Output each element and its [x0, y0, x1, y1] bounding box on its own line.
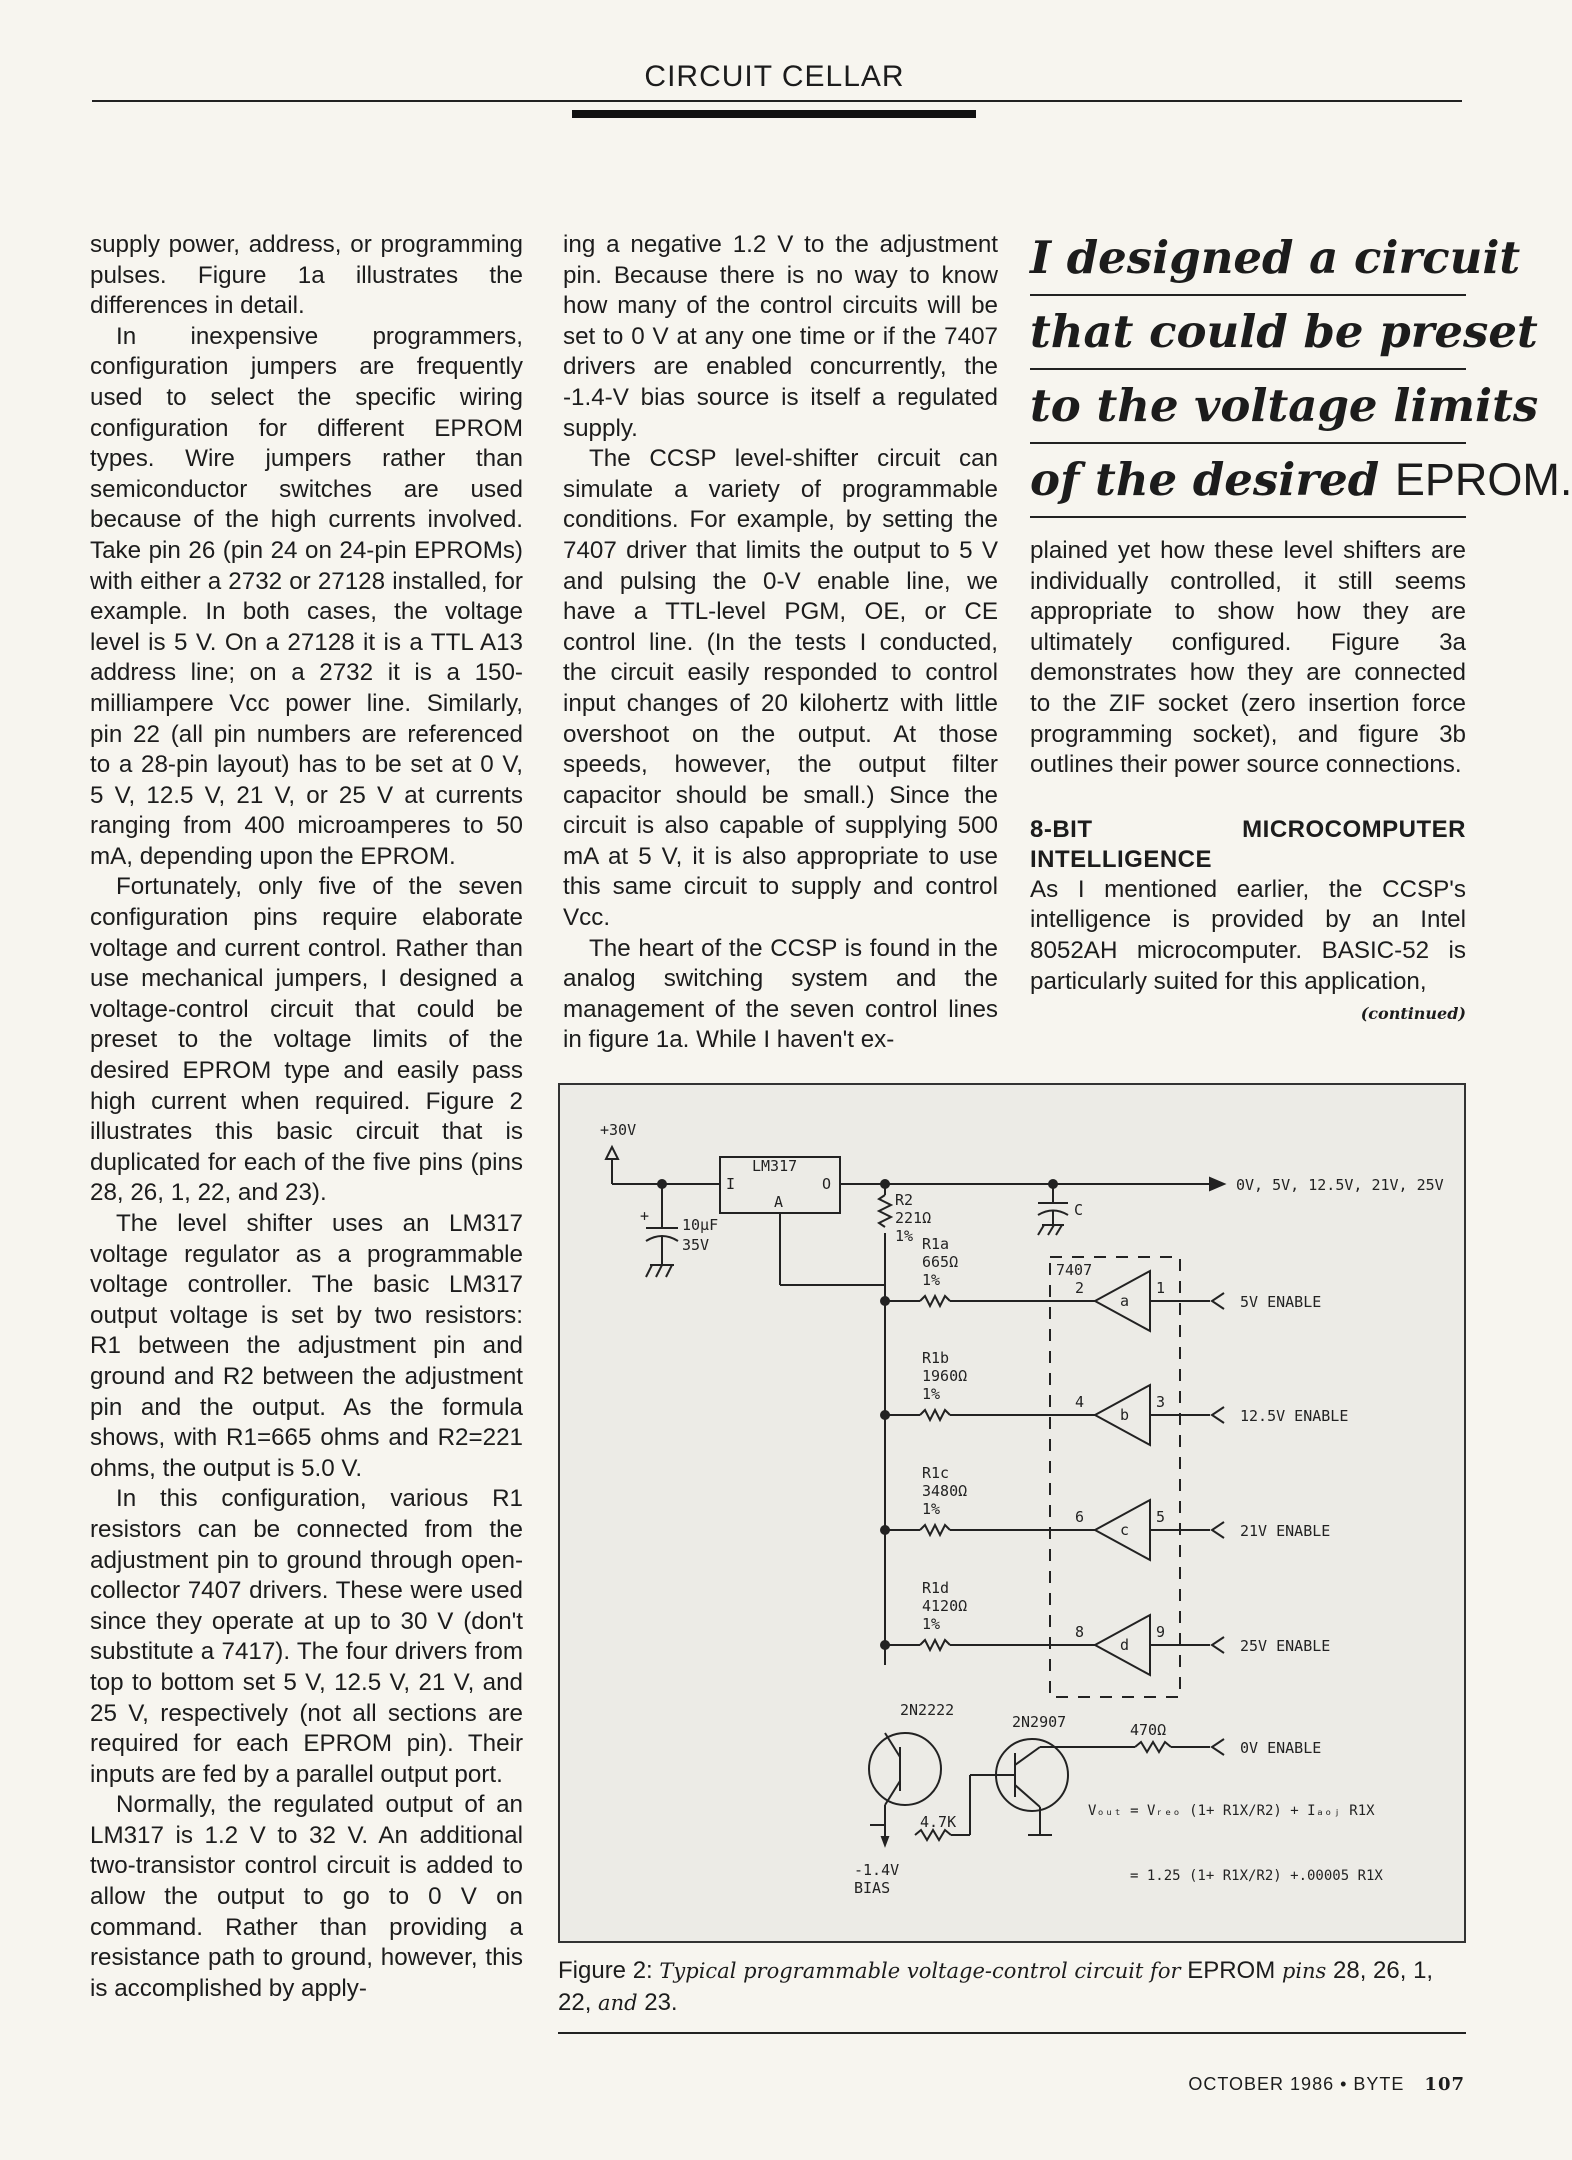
bias-voltage: -1.4V — [854, 1861, 900, 1879]
pin-number: 8 — [1075, 1623, 1085, 1641]
enable-label: 12.5V ENABLE — [1240, 1407, 1349, 1425]
caption-pins: 28, 26, 1, 22, — [558, 1957, 1434, 2016]
pin-number: 9 — [1156, 1623, 1166, 1641]
enable-arrow — [1212, 1522, 1224, 1538]
pull-quote-line: to the voltage limits — [1030, 370, 1466, 444]
zero-enable-label: 0V ENABLE — [1240, 1739, 1322, 1757]
gate-letter: b — [1120, 1406, 1130, 1424]
r1-tolerance: 1% — [922, 1615, 941, 1633]
caption-and: and — [598, 1991, 638, 2015]
pull-quote-end: EPROM. — [1394, 454, 1572, 505]
enable-arrow — [1212, 1407, 1224, 1423]
output-label: 0V, 5V, 12.5V, 21V, 25V — [1236, 1176, 1444, 1194]
header-bar — [572, 110, 976, 118]
paragraph: ing a negative 1.2 V to the adjustment pin. Because there is no way to know how many of the control circuits will be set to 0 V at any one time or if the 7407 drivers are enabled concurrently, the -1.4-V bias source is itself a regulated supply. — [563, 231, 998, 442]
paragraph: The level shifter uses an LM317 voltage regulator as a programmable voltage controller. The basic LM317 output voltage is set by two resistors: R1 between the adjustment pin and ground and R2 between the adjustment pin and the output. As the formula shows, with R1=665 ohms and R2=221 ohms, the output is 5.0 V. — [90, 1210, 523, 1482]
gate-letter: d — [1120, 1636, 1130, 1654]
figure-2-schematic — [558, 1083, 1466, 1943]
column-2 — [563, 230, 998, 1056]
r1-resistor — [920, 1410, 950, 1420]
formula-line-2: = 1.25 (1+ R1X/R2) +.00005 R1X — [1130, 1868, 1383, 1884]
gate-letter: c — [1120, 1521, 1130, 1539]
pull-quote-line — [1030, 444, 1572, 518]
regulator-in: I — [726, 1175, 736, 1193]
out-cap-label: C — [1074, 1201, 1084, 1219]
r1-name: R1a — [922, 1235, 950, 1253]
r-base-value: 4.7K — [920, 1813, 957, 1831]
pin-number: 2 — [1075, 1279, 1085, 1297]
paragraph: As I mentioned earlier, the CCSP's intelligence is provided by an Intel 8052AH microcomputer. BASIC-52 is particularly suited for this application, — [1030, 875, 1466, 995]
footer-issue: OCTOBER 1986 • BYTE — [1188, 2074, 1405, 2094]
r-enable-value: 470Ω — [1130, 1721, 1167, 1739]
cap-plus: + — [640, 1207, 650, 1225]
r1-value: 665Ω — [922, 1253, 959, 1271]
paragraph: Normally, the regulated output of an LM317 is 1.2 V to 32 V. An additional two-transistor control circuit is added to allow the output to go to 0 V on command. Rather than providing a resistance path to ground, however, this is accomplished by apply- — [90, 1791, 523, 2002]
pin-number: 5 — [1156, 1508, 1166, 1526]
gate-letter: a — [1120, 1292, 1130, 1310]
caption-text: Typical programmable voltage-control circuit for — [659, 1959, 1181, 1983]
pin-number: 1 — [1156, 1279, 1166, 1297]
formula-line-1: Vₒᵤₜ = Vᵣₑₒ (1+ R1X/R2) + Iₐₒⱼ R1X — [1088, 1803, 1375, 1819]
enable-label: 21V ENABLE — [1240, 1522, 1331, 1540]
pin-number: 6 — [1075, 1508, 1085, 1526]
r1-resistor — [920, 1525, 950, 1535]
pull-quote-line: that could be preset — [1030, 296, 1466, 370]
r1-resistor — [920, 1296, 950, 1306]
caption-last-pin: 23. — [644, 1989, 678, 2016]
supply-label: +30V — [600, 1121, 637, 1139]
caption-prefix: Figure 2: — [558, 1957, 653, 1984]
caption-pins-word: pins — [1281, 1959, 1327, 1983]
r1-tolerance: 1% — [922, 1385, 941, 1403]
r1-tolerance: 1% — [922, 1500, 941, 1518]
regulator-out: O — [822, 1175, 832, 1193]
caption-rule — [558, 2032, 1466, 2034]
r2-tolerance: 1% — [895, 1227, 914, 1245]
page-footer — [1188, 2074, 1465, 2095]
r1-tolerance: 1% — [922, 1271, 941, 1289]
transistor-2n2222 — [869, 1733, 941, 1805]
paragraph: In this configuration, various R1 resistors can be connected from the adjustment pin to ground through open-collector 7407 drivers. These were used since they operate at up to 30 V (don't substitute a 7417). The four drivers from top to bottom set 5 V, 12.5 V, 21 V, and 25 V, respectively (not all sections are required for each EPROM pin). Their inputs are fed by a parallel output port. — [90, 1485, 523, 1788]
ground-symbol — [646, 1265, 674, 1277]
r2-name: R2 — [895, 1191, 914, 1209]
r-base-resistor — [915, 1830, 951, 1840]
regulator-label: LM317 — [752, 1157, 798, 1175]
enable-arrow — [1212, 1637, 1224, 1653]
output-arrow — [1210, 1178, 1224, 1190]
enable-label: 5V ENABLE — [1240, 1293, 1322, 1311]
cap-voltage: 35V — [682, 1236, 710, 1254]
bias-label: BIAS — [854, 1879, 891, 1897]
pin-number: 3 — [1156, 1393, 1166, 1411]
paragraph: In inexpensive programmers, configuration jumpers are frequently used to select the specific wiring configuration for different EPROM types. Wire jumpers rather than semiconductor switches are used because of the high currents involved. Take pin 26 (pin 24 on 24-pin EPROMs) with either a 2732 or 27128 installed, for example. In both cases, the voltage level is 5 V. On a 27128 it is a TTL A13 address line; on a 2732 it is a 150-milliampere Vcc power line. Similarly, pin 22 (all pin numbers are referenced to a 28-pin layout) has to be set at 0 V, 5 V, 12.5 V, 21 V, or 25 V at currents ranging from 400 microamperes to 50 mA, depending upon the EPROM. — [90, 322, 523, 870]
column-1 — [90, 230, 523, 2004]
column-3 — [1030, 536, 1466, 1030]
continued-label: (continued) — [1360, 1004, 1466, 1024]
pull-quote-line: I designed a circuit — [1030, 222, 1466, 296]
enable-label: 25V ENABLE — [1240, 1637, 1331, 1655]
r1-name: R1d — [922, 1579, 950, 1597]
r1-name: R1b — [922, 1349, 950, 1367]
r1-value: 1960Ω — [922, 1367, 968, 1385]
running-head: CIRCUIT CELLAR — [644, 60, 905, 93]
figure-caption — [558, 1955, 1466, 2019]
caption-term: EPROM — [1187, 1957, 1276, 1984]
page-number: 107 — [1424, 2074, 1465, 2095]
supply-arrow — [606, 1147, 618, 1159]
enable-arrow — [1212, 1739, 1224, 1755]
paragraph: Fortunately, only five of the seven configuration pins require elaborate voltage and current control. Rather than use mechanical jumpers, I designed a voltage-control circuit that could be preset to the voltage limits of the desired EPROM type and easily pass high current when required. Figure 2 illustrates this basic circuit that is duplicated for each of the five pins (pins 28, 26, 1, 22, and 23). — [90, 873, 523, 1207]
header-rule — [92, 100, 1462, 102]
bias-arrow — [882, 1837, 888, 1845]
r2-resistor — [879, 1195, 891, 1227]
paragraph: plained yet how these level shifters are individually controlled, it still seems appropriate to show how they are ultimately configured. Figure 3a demonstrates how they are connected to the ZIF socket (zero insertion force programming socket), and figure 3b outlines their power source connections. — [1030, 537, 1466, 779]
r1-resistor — [920, 1640, 950, 1650]
paragraph: supply power, address, or programming pulses. Figure 1a illustrates the differences in detail. — [90, 231, 523, 320]
paragraph: The heart of the CCSP is found in the analog switching system and the management of the seven control lines in figure 1a. While I haven't ex- — [563, 934, 998, 1054]
r-enable-resistor — [1135, 1742, 1171, 1752]
r2-value: 221Ω — [895, 1209, 932, 1227]
enable-arrow — [1212, 1293, 1224, 1309]
q2-label: 2N2907 — [1012, 1713, 1067, 1731]
r1-value: 4120Ω — [922, 1597, 968, 1615]
paragraph: The CCSP level-shifter circuit can simulate a variety of programmable conditions. For example, by setting the 7407 driver that limits the output to 5 V and pulsing the 0-V enable line, we have a TTL-level PGM, OE, or CE control line. (In the tests I conducted, the circuit easily responded to control input changes of 20 kilohertz with little overshoot on the output. At those speeds, however, the output filter capacitor should be small.) Since the circuit is also capable of supplying 500 mA at 5 V, it is also appropriate to use this same circuit to supply and control Vcc. — [563, 445, 998, 932]
pull-quote — [1030, 222, 1572, 518]
q1-label: 2N2222 — [900, 1701, 955, 1719]
pull-quote-text: of the desired — [1030, 453, 1380, 506]
regulator-adj: A — [774, 1193, 784, 1211]
ic-label: 7407 — [1056, 1261, 1093, 1279]
section-heading: 8-BIT MICROCOMPUTER INTELLIGENCE — [1030, 815, 1466, 873]
r1-name: R1c — [922, 1464, 950, 1482]
r1-value: 3480Ω — [922, 1482, 968, 1500]
pin-number: 4 — [1075, 1393, 1085, 1411]
cap-value: 10μF — [682, 1216, 719, 1234]
